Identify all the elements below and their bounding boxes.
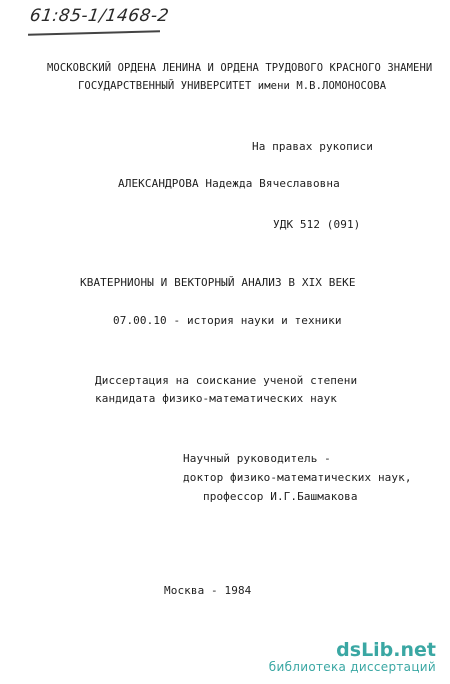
supervisor-line-2: доктор физико-математических наук, [183,471,412,484]
dslib-watermark [269,640,436,674]
supervisor-line-3: профессор И.Г.Башмакова [203,490,358,503]
degree-line-1: Диссертация на соискание ученой степени [95,374,358,387]
university-line-1: МОСКОВСКИЙ ОРДЕНА ЛЕНИНА И ОРДЕНА ТРУДОВОГО КРАСНОГО ЗНАМЕНИ [47,62,433,74]
watermark-logo: dsLib.net [336,639,436,661]
city-year: Москва - 1984 [164,584,252,597]
watermark-subtitle: библиотека диссертаций [268,660,436,674]
supervisor-line-1: Научный руководитель - [183,452,331,465]
degree-line-2: кандидата физико-математических наук [95,392,338,405]
manuscript-note: На правах рукописи [252,140,374,153]
university-line-2: ГОСУДАРСТВЕННЫЙ УНИВЕРСИТЕТ имени М.В.ЛОМОНОСОВА [78,80,387,92]
udk-code: УДК 512 (091) [273,218,361,231]
specialty-code: 07.00.10 - история науки и техники [113,314,342,327]
handwritten-archive-code: 61:85-1/1468-2 [28,6,171,26]
dissertation-title: КВАТЕРНИОНЫ И ВЕКТОРНЫЙ АНАЛИЗ В XIX ВЕКЕ [80,276,356,289]
author-name: АЛЕКСАНДРОВА Надежда Вячеславовна [118,177,340,190]
handwritten-underline [28,30,160,35]
